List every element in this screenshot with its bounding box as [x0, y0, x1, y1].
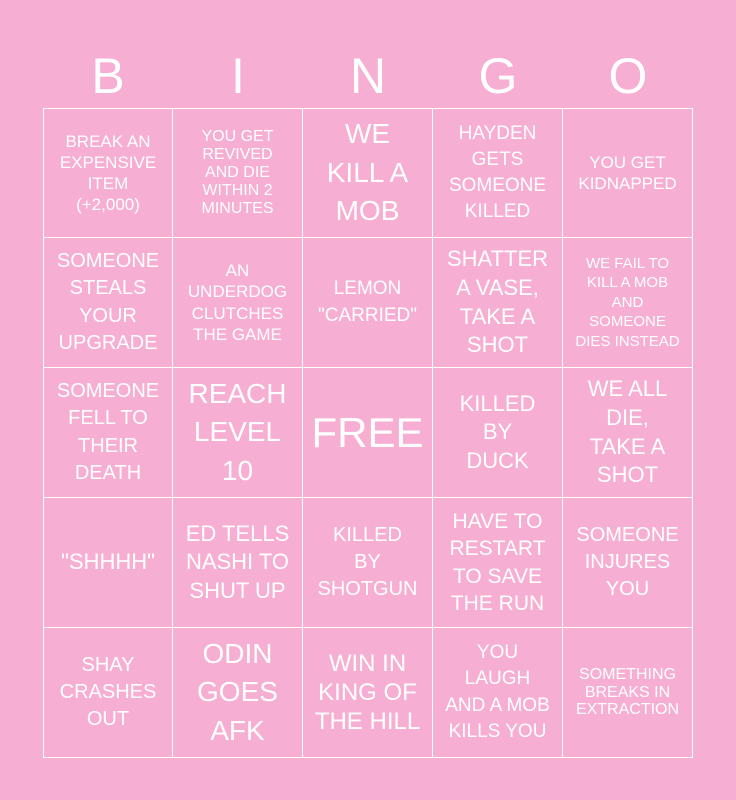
bingo-cell-r4-c3[interactable]: YOU LAUGH AND A MOB KILLS YOU — [433, 628, 563, 758]
bingo-cell-r1-c1[interactable]: AN UNDERDOG CLUTCHES THE GAME — [173, 238, 303, 368]
header-letter-n: N — [349, 48, 387, 104]
bingo-cell-r1-c2[interactable]: LEMON "CARRIED" — [303, 238, 433, 368]
bingo-cell-r1-c3[interactable]: SHATTER A VASE, TAKE A SHOT — [433, 238, 563, 368]
bingo-cell-r1-c4[interactable]: WE FAIL TO KILL A MOB AND SOMEONE DIES INSTEAD — [563, 238, 693, 368]
bingo-board — [43, 108, 693, 758]
bingo-cell-r0-c2[interactable]: WE KILL A MOB — [303, 108, 433, 238]
bingo-cell-r2-c1[interactable]: REACH LEVEL 10 — [173, 368, 303, 498]
bingo-cell-r0-c4[interactable]: YOU GET KIDNAPPED — [563, 108, 693, 238]
bingo-cell-free[interactable]: FREE — [303, 368, 433, 498]
bingo-cell-r3-c1[interactable]: ED TELLS NASHI TO SHUT UP — [173, 498, 303, 628]
bingo-cell-r0-c0[interactable]: BREAK AN EXPENSIVE ITEM (+2,000) — [43, 108, 173, 238]
header-letter-o: O — [608, 48, 648, 104]
header-letter-b: B — [91, 48, 125, 104]
bingo-cell-r4-c1[interactable]: ODIN GOES AFK — [173, 628, 303, 758]
bingo-cell-r3-c4[interactable]: SOMEONE INJURES YOU — [563, 498, 693, 628]
bingo-header — [43, 46, 693, 106]
bingo-cell-r4-c2[interactable]: WIN IN KING OF THE HILL — [303, 628, 433, 758]
bingo-cell-r4-c0[interactable]: SHAY CRASHES OUT — [43, 628, 173, 758]
bingo-cell-r4-c4[interactable]: SOMETHING BREAKS IN EXTRACTION — [563, 628, 693, 758]
bingo-cell-r1-c0[interactable]: SOMEONE STEALS YOUR UPGRADE — [43, 238, 173, 368]
header-letter-g: G — [478, 48, 518, 104]
bingo-cell-r2-c0[interactable]: SOMEONE FELL TO THEIR DEATH — [43, 368, 173, 498]
bingo-cell-r0-c1[interactable]: YOU GET REVIVED AND DIE WITHIN 2 MINUTES — [173, 108, 303, 238]
header-letter-i: I — [231, 48, 245, 104]
bingo-cell-r0-c3[interactable]: HAYDEN GETS SOMEONE KILLED — [433, 108, 563, 238]
bingo-cell-r2-c4[interactable]: WE ALL DIE, TAKE A SHOT — [563, 368, 693, 498]
bingo-cell-r3-c3[interactable]: HAVE TO RESTART TO SAVE THE RUN — [433, 498, 563, 628]
bingo-cell-r2-c3[interactable]: KILLED BY DUCK — [433, 368, 563, 498]
bingo-cell-r3-c0[interactable]: "SHHHH" — [43, 498, 173, 628]
bingo-cell-r3-c2[interactable]: KILLED BY SHOTGUN — [303, 498, 433, 628]
